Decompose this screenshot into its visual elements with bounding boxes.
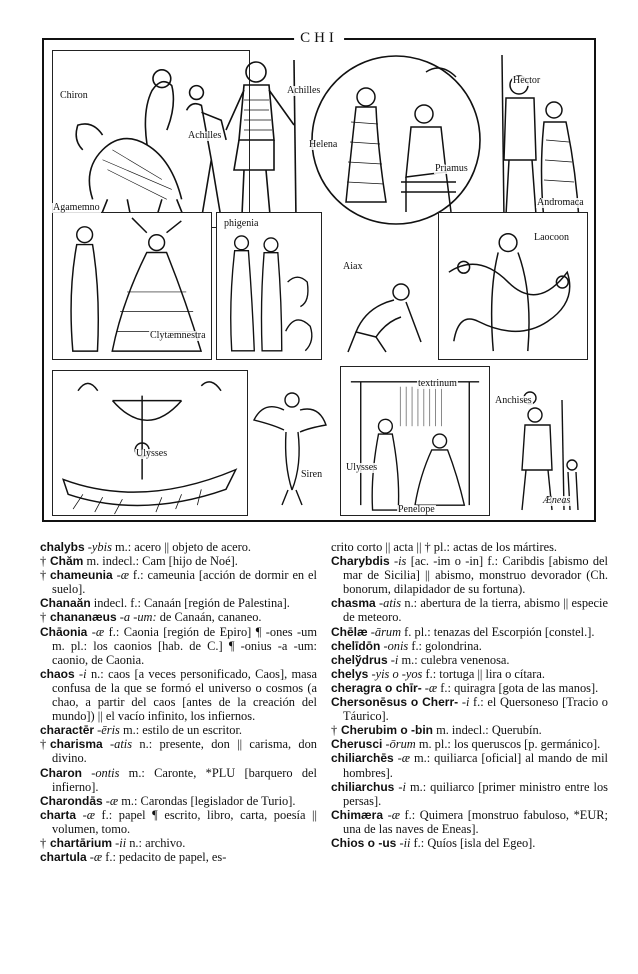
entry-headword: Cherusci (331, 737, 383, 752)
dictionary-entry (40, 794, 317, 808)
panel-ulysses-ship (52, 370, 248, 516)
aiax-illustration (326, 212, 438, 360)
entry-definition: [ac. -im o -in] f.: Caribdis [abismo del mar de Sicilia] || abismo, monstruo devorador (Ch. bonorum, dilapidador de su fortuna). (343, 554, 608, 597)
entry-definition: f.: golondrina. (408, 638, 482, 653)
dictionary-entry (331, 639, 608, 653)
entry-dagger: † (40, 737, 47, 752)
entry-headword: chameunia (50, 568, 113, 583)
plate-title: CHI (294, 30, 344, 47)
entry-headword: charisma (50, 737, 103, 752)
entry-definition: m. indecl.: Querubín. (433, 723, 542, 738)
dictionary-entry (331, 596, 608, 624)
label-aiax: Aiax (343, 261, 363, 272)
entry-form: -ontis (82, 765, 120, 780)
panel-helena-priamus (306, 52, 486, 228)
dictionary-entry (331, 667, 608, 681)
dictionary-entry (331, 653, 608, 667)
entry-form: -æ (421, 680, 438, 695)
entry-form: -ii (112, 835, 127, 850)
panel-iphigenia (216, 212, 322, 360)
iphigenia-illustration (217, 213, 321, 359)
entry-headword: chasma (331, 596, 376, 611)
panel-hector-andromaca (484, 50, 588, 228)
dictionary-entry (40, 808, 317, 836)
label-penelope: Penelope (398, 504, 435, 515)
entry-dagger: † (331, 723, 338, 738)
dictionary-entry (40, 554, 317, 568)
dictionary-entry (331, 780, 608, 808)
entry-dagger: † (40, 554, 47, 569)
entry-definition: f.: cameunia [acción de dormir en el suelo]. (52, 568, 317, 597)
entry-headword: Charybdis (331, 554, 390, 569)
entry-form: -yis o -yos (368, 666, 423, 681)
entry-definition: n.: caos [a veces personificado, Caos], masa confusa de la que se formó el universo o cosmos (a chao, a partir del caos [antes de la creación del mundo]) || el vacío infinito, los infiernos. (52, 666, 318, 724)
entry-definition: f.: pedacito de papel, es- (102, 850, 227, 865)
dictionary-entry (40, 667, 317, 723)
dictionary-entry (331, 836, 608, 850)
entry-form: -æ (112, 568, 129, 583)
entry-headword: Cherubim o -bin (341, 723, 433, 738)
entry-definition: f.: quiragra [gota de las manos]. (437, 680, 599, 695)
dictionary-entry (331, 540, 608, 554)
entry-definition: f.: papel ¶ escrito, libro, carta, poesía || volumen, tomo. (52, 807, 317, 836)
right-column (331, 540, 608, 850)
entry-headword: chartārium (50, 835, 113, 850)
left-column (40, 540, 317, 864)
entry-headword: chelўdrus (331, 652, 388, 667)
label-ulysses-ship: Ulysses (136, 448, 168, 459)
entry-form: -i (387, 652, 399, 667)
dictionary-entry (40, 723, 317, 737)
entry-form: -ii (396, 835, 411, 850)
entry-definition: m.: quiliarca [oficial] al mando de mil hombres]. (343, 751, 608, 780)
entry-headword: Charon (40, 765, 82, 780)
entry-definition: m.: culebra venenosa. (398, 652, 510, 667)
entry-definition: f.: Caonia [región de Epiro] ¶ -ones -um m. pl.: los caonios [hab. de C.] ¶ -onius -a -um: caonio, de Caonia. (52, 624, 317, 667)
entry-definition: n.: presente, don || carisma, don divino. (52, 737, 317, 766)
entry-definition: n.: archivo. (126, 835, 186, 850)
entry-form: -a -um: (116, 610, 157, 625)
entry-definition: f.: Quimera [monstruo fabuloso, *EUR; una de las naves de Eneas]. (343, 807, 608, 836)
entry-form: -ēris (94, 723, 120, 738)
entry-definition: f. pl.: tenazas del Escorpión [constel.]. (401, 624, 595, 639)
label-priamus: Priamus (435, 163, 468, 174)
dictionary-entry (40, 540, 317, 554)
label-iphigenia: phigenia (224, 218, 259, 229)
illustration-plate (42, 30, 596, 522)
entry-headword: Chersonēsus o Cherr- (331, 695, 459, 710)
dictionary-entry (331, 625, 608, 639)
entry-form: -ybis (84, 540, 112, 554)
entry-headword: Chăm (50, 554, 84, 569)
entry-definition: indecl. f.: Canaán [región de Palestina]. (90, 596, 290, 611)
label-agamemno: Agamemno (53, 202, 100, 213)
entry-form: -æ (86, 850, 103, 865)
panel-penelope (340, 366, 490, 516)
entry-headword: chelīdōn (331, 638, 381, 653)
entry-headword: Chios o -us (331, 835, 397, 850)
panel-siren (244, 370, 334, 516)
entry-headword: cheragra o chīr- (331, 680, 422, 695)
entry-definition: f.: Quíos [isla del Egeo]. (410, 835, 536, 850)
entry-form: -ōrum (382, 737, 416, 752)
ulysses-ship-illustration (53, 371, 247, 515)
label-siren: Siren (301, 469, 323, 480)
dictionary-entry (331, 695, 608, 723)
entry-definition: f.: el Quersoneso [Tracio o Táurico]. (343, 695, 608, 724)
entry-headword: chananæus (50, 610, 117, 625)
entry-headword: Chanaăn (40, 596, 91, 611)
entry-definition: crito corto || acta || † pl.: actas de los mártires. (331, 540, 557, 554)
dictionary-entry (331, 751, 608, 779)
entry-headword: chalybs (40, 540, 85, 554)
label-achilles-small: Achilles (188, 130, 222, 141)
entry-form: -æ (393, 751, 411, 766)
entry-definition: f.: tortuga || lira o cítara. (422, 666, 546, 681)
dictionary-entry (331, 737, 608, 751)
dictionary-entry (40, 625, 317, 667)
dictionary-entry (331, 554, 608, 596)
entry-dagger: † (40, 568, 47, 583)
entry-form: -æ (102, 793, 119, 808)
entry-form: -æ (383, 807, 400, 822)
entry-form: -i (394, 779, 406, 794)
panel-agamemno-clytaemnestra (52, 202, 212, 360)
dictionary-columns (40, 540, 608, 960)
entry-form: -onis (380, 638, 409, 653)
entry-form: -atis (102, 737, 133, 752)
entry-headword: Chimæra (331, 807, 384, 822)
label-textrinum: textrinum (418, 378, 457, 389)
entry-headword: Charondās (40, 793, 103, 808)
label-hector: Hector (513, 75, 541, 86)
dictionary-entry (40, 610, 317, 624)
label-anchises: Anchises (495, 395, 532, 406)
label-achilles: Achilles (287, 85, 321, 96)
entry-headword: chiliarchēs (331, 751, 394, 766)
dictionary-entry (40, 850, 317, 864)
siren-illustration (244, 370, 334, 516)
label-clytaemnestra: Clytæmnestra (150, 330, 206, 341)
dictionary-entry (40, 568, 317, 596)
entry-definition: m. indecl.: Cam [hijo de Noé]. (83, 554, 238, 569)
dictionary-entry (331, 681, 608, 695)
entry-form: -i (74, 666, 87, 681)
dictionary-entry (40, 737, 317, 765)
entry-form: -æ (76, 807, 95, 822)
penelope-loom-illustration (341, 367, 489, 515)
entry-dagger: † (40, 835, 47, 850)
entry-headword: Chēlæ (331, 624, 368, 639)
entry-form: -i (458, 695, 470, 710)
panel-laocoon (438, 212, 588, 360)
entry-definition: m.: Caronte, *PLU [barquero del infierno]. (52, 765, 317, 794)
entry-headword: chiliarchus (331, 779, 395, 794)
anchises-aeneas-illustration (490, 370, 588, 516)
entry-headword: chelys (331, 666, 369, 681)
dictionary-entry (40, 836, 317, 850)
label-andromaca: Andromaca (537, 197, 584, 208)
entry-form: -atis (375, 596, 402, 611)
entry-definition: m.: Carondas [legislador de Turio]. (118, 793, 296, 808)
entry-headword: charactēr (40, 723, 95, 738)
entry-definition: n.: abertura de la tierra, abismo || especie de meteoro. (343, 596, 608, 625)
label-helena: Helena (309, 139, 338, 150)
panel-anchises-aeneas (490, 370, 588, 516)
panel-aiax (326, 212, 438, 360)
entry-headword: Chāonia (40, 624, 88, 639)
label-chiron: Chiron (60, 90, 88, 101)
dictionary-entry (331, 808, 608, 836)
entry-form: -is (389, 554, 407, 569)
entry-dagger: † (40, 610, 47, 625)
entry-headword: chaos (40, 666, 75, 681)
entry-headword: chartula (40, 850, 87, 865)
entry-definition: m.: acero || objeto de acero. (111, 540, 252, 554)
dictionary-entry (40, 766, 317, 794)
entry-form: -æ (87, 624, 105, 639)
entry-definition: de Canaán, cananeo. (156, 610, 262, 625)
entry-definition: m.: estilo de un escritor. (119, 723, 243, 738)
dictionary-entry (331, 723, 608, 737)
entry-definition: m. pl.: los queruscos [p. germánico]. (415, 737, 601, 752)
entry-definition: m.: quiliarco [primer ministro entre los persas]. (343, 779, 608, 808)
label-laocoon: Laocoon (534, 232, 569, 243)
dictionary-entry (40, 596, 317, 610)
label-ulysses-loom: Ulysses (346, 462, 378, 473)
entry-form: -ārum (367, 624, 402, 639)
label-aeneas: Æneas (543, 495, 571, 506)
entry-headword: charta (40, 807, 77, 822)
